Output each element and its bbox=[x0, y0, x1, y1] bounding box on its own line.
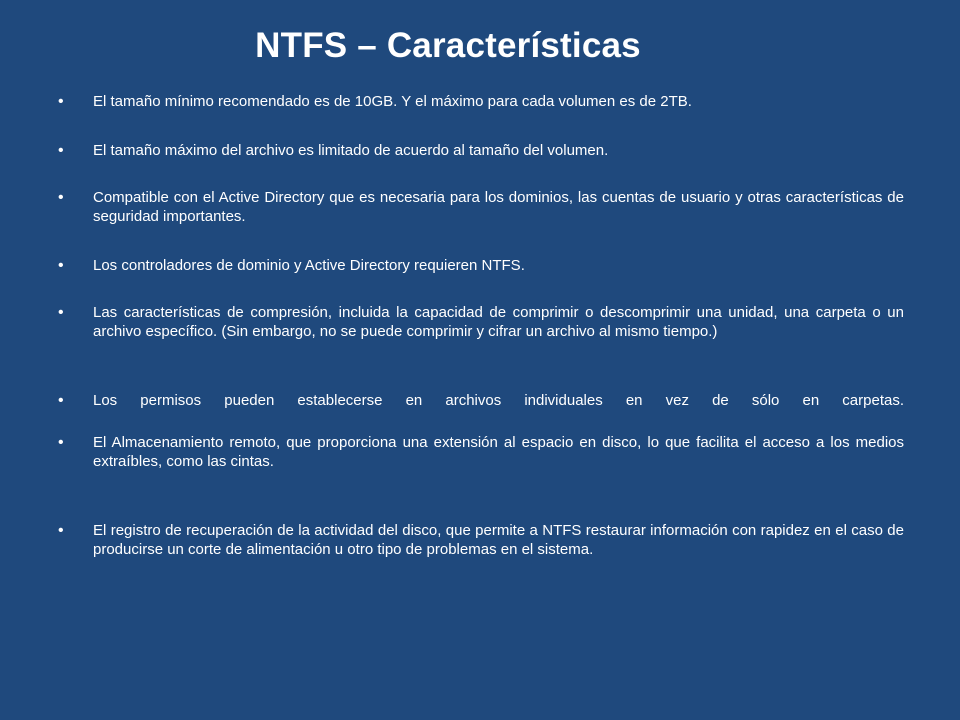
bullet-icon: • bbox=[58, 257, 64, 274]
bullet-icon: • bbox=[58, 304, 64, 321]
bullet-icon: • bbox=[58, 392, 64, 409]
bullet-item bbox=[58, 521, 904, 559]
bullet-icon: • bbox=[58, 142, 64, 159]
bullet-icon: • bbox=[58, 93, 64, 110]
bullet-text: Compatible con el Active Directory que es necesaria para los dominios, las cuentas de usuario y otras características de seguridad importantes. bbox=[93, 189, 904, 225]
bullet-item bbox=[58, 188, 904, 226]
bullet-text: Las características de compresión, incluida la capacidad de comprimir o descomprimir una unidad, una carpeta o un archivo específico. (Sin embargo, no se puede comprimir y cifrar un archivo al mismo tiempo.) bbox=[93, 304, 904, 340]
bullet-text: El Almacenamiento remoto, que proporciona una extensión al espacio en disco, lo que facilita el acceso a los medios extraíbles, como las cintas. bbox=[93, 434, 904, 470]
bullet-text: El registro de recuperación de la actividad del disco, que permite a NTFS restaurar información con rapidez en el caso de producirse un corte de alimentación u otro tipo de problemas en el sistema. bbox=[93, 522, 904, 558]
bullet-text: Los controladores de dominio y Active Directory requieren NTFS. bbox=[93, 257, 525, 274]
bullet-icon: • bbox=[58, 522, 64, 539]
bullet-icon: • bbox=[58, 434, 64, 451]
bullet-text: El tamaño mínimo recomendado es de 10GB. Y el máximo para cada volumen es de 2TB. bbox=[93, 93, 692, 110]
bullet-text: El tamaño máximo del archivo es limitado de acuerdo al tamaño del volumen. bbox=[93, 142, 609, 159]
bullet-item bbox=[58, 141, 904, 160]
slide-title: NTFS – Características bbox=[255, 26, 641, 65]
bullet-item bbox=[58, 92, 904, 111]
bullet-item bbox=[58, 391, 904, 410]
bullet-item bbox=[58, 256, 904, 275]
bullet-icon: • bbox=[58, 189, 64, 206]
bullet-item bbox=[58, 433, 904, 471]
bullet-item bbox=[58, 303, 904, 341]
bullet-text: Los permisos pueden establecerse en archivos individuales en vez de sólo en carpetas. bbox=[93, 392, 904, 409]
